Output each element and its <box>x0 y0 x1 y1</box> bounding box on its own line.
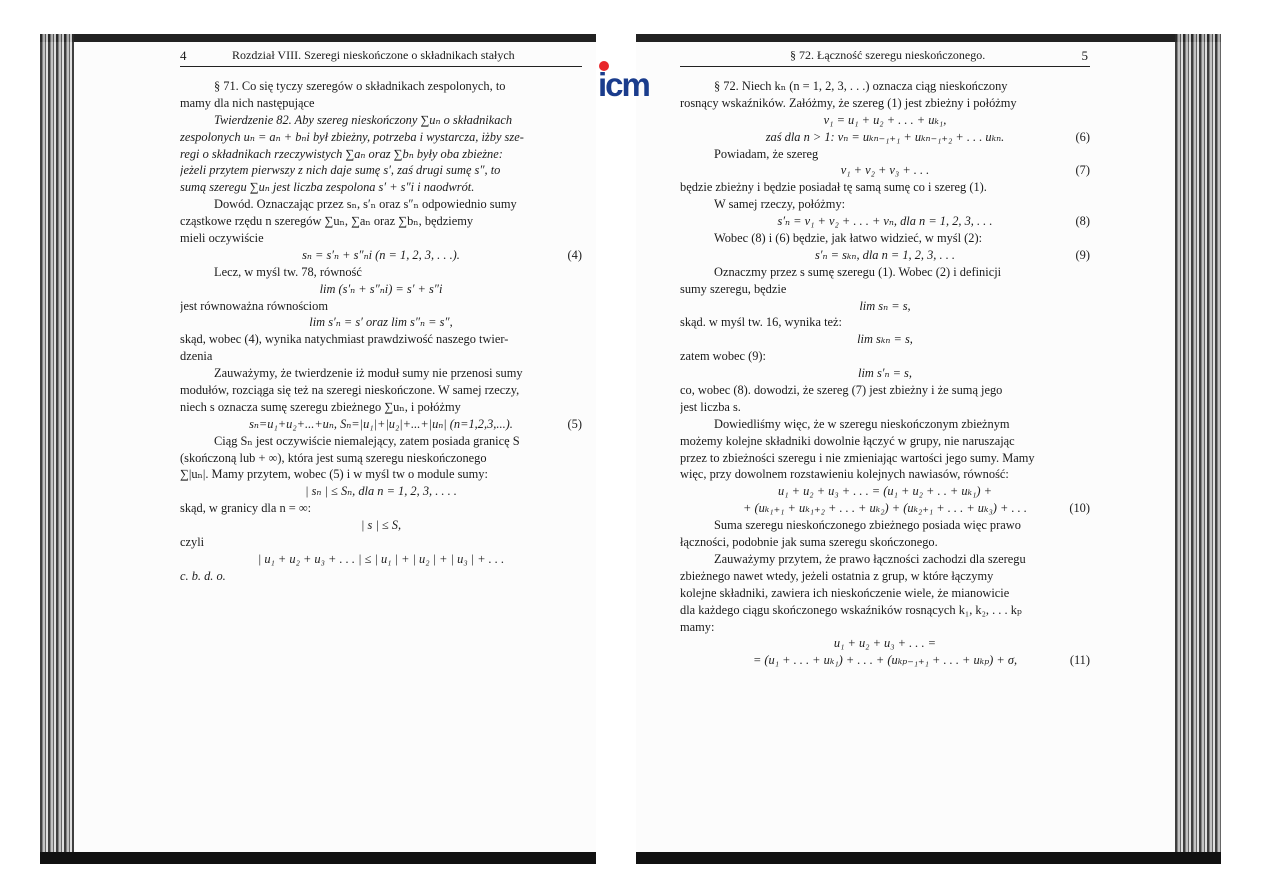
text-line <box>180 162 582 179</box>
line-text: s′ₙ = sₖₙ, dla n = 1, 2, 3, . . . <box>814 247 955 262</box>
icm-logo <box>597 60 663 100</box>
text-line <box>680 433 1090 450</box>
line-text: Suma szeregu nieskończonego zbieżnego posiada więc prawo <box>714 518 1021 533</box>
line-text: zaś dla n > 1: vₙ = uₖₙ₋₁₊₁ + uₖₙ₋₁₊₂ + . . . uₖₙ. <box>765 129 1005 144</box>
text-line <box>680 230 1090 247</box>
line-text: § 72. Niech kₙ (n = 1, 2, 3, . . .) oznacza ciąg nieskończony <box>714 79 1008 93</box>
page-number: 4 <box>180 48 187 63</box>
text-line <box>180 213 582 230</box>
line-text: jest liczba s. <box>680 399 741 414</box>
text-line <box>180 399 582 416</box>
line-text: lim (s′ₙ + s″ₙi) = s′ + s″i <box>319 281 443 296</box>
running-head-title: Rozdział VIII. Szeregi nieskończone o składnikach stałych <box>232 48 515 62</box>
line-text: u₁ + u₂ + u₃ + . . . = <box>833 636 937 651</box>
text-line <box>180 298 582 315</box>
line-text: lim sₙ = s, <box>859 298 911 313</box>
line-text: możemy kolejne składniki dowolnie łączyć w grupy, nie naruszając <box>680 433 1015 448</box>
text-line <box>180 331 582 348</box>
line-text: + (uₖ₁₊₁ + uₖ₁₊₂ + . . . + uₖ₂) + (uₖ₂₊₁ + . . . + uₖ₃) + . . . <box>743 501 1027 516</box>
right-text-column <box>680 78 1090 669</box>
text-line <box>680 348 1090 365</box>
text-line <box>680 331 1090 348</box>
line-text: (skończoną lub + ∞), która jest sumą szeregu nieskończonego <box>180 450 487 465</box>
text-line <box>180 112 582 129</box>
text-line <box>180 196 582 213</box>
left-running-head <box>180 48 582 67</box>
text-line <box>180 500 582 517</box>
text-line <box>680 196 1090 213</box>
text-line <box>180 466 582 483</box>
line-text: zatem wobec (9): <box>680 349 767 364</box>
line-text: czyli <box>180 535 205 550</box>
page-shadow-top <box>40 34 596 42</box>
line-text: regi o składnikach rzeczywistych ∑aₙ oraz ∑bₙ były oba zbieżne: <box>180 146 503 161</box>
text-line <box>180 433 582 450</box>
page-binding-edge <box>1175 34 1221 864</box>
text-line <box>180 534 582 551</box>
text-line <box>180 247 582 264</box>
text-line <box>680 483 1090 500</box>
text-line <box>180 365 582 382</box>
line-text: przez to zbieżności szeregu i nie zmieniając wartości jego sumy. Mamy <box>680 450 1035 465</box>
line-text: jest równoważna równościom <box>180 298 328 313</box>
text-line <box>180 78 582 95</box>
text-line <box>680 365 1090 382</box>
line-text: lim sₖₙ = s, <box>857 332 913 347</box>
line-text: zespolonych uₙ = aₙ + bₙi był zbieżny, potrzeba i wystarcza, iżby sze- <box>180 129 524 144</box>
text-line <box>180 568 582 585</box>
text-line <box>680 534 1090 551</box>
text-line <box>680 179 1090 196</box>
line-text: s′ₙ = v₁ + v₂ + . . . + vₙ, dla n = 1, 2, 3, . . . <box>777 214 993 229</box>
text-line <box>680 298 1090 315</box>
line-text: | u₁ + u₂ + u₃ + . . . | ≤ | u₁ | + | u₂ | + | u₃ | + . . . <box>257 551 505 566</box>
text-line <box>680 382 1090 399</box>
text-line <box>180 450 582 467</box>
text-line <box>180 483 582 500</box>
line-text: u₁ + u₂ + u₃ + . . . = (u₁ + u₂ + . . + uₖ₁) + <box>778 484 992 499</box>
text-line <box>180 129 582 146</box>
text-line <box>680 450 1090 467</box>
text-line <box>180 179 582 196</box>
logo-text: icm <box>598 66 649 100</box>
line-text: jeżeli przytem pierwszy z nich daje sumę s′, zaś drugi sumę s″, to <box>180 163 501 178</box>
text-line <box>680 635 1090 652</box>
line-text: Dowiedliśmy więc, że w szeregu nieskończonym zbieżnym <box>714 416 1010 431</box>
line-text: dzenia <box>180 349 213 364</box>
text-line <box>180 95 582 112</box>
text-line <box>680 213 1090 230</box>
line-text: mamy: <box>680 619 715 634</box>
line-text: mamy dla nich następujące <box>180 95 315 110</box>
text-line <box>680 264 1090 281</box>
line-text: sumy szeregu, będzie <box>680 281 787 296</box>
page-shadow-bottom <box>40 852 596 864</box>
text-line <box>680 500 1090 517</box>
equation-number: (4) <box>567 247 582 262</box>
line-text: rosnący wskaźników. Załóżmy, że szereg (1) jest zbieżny i połóżmy <box>680 95 1017 110</box>
equation-number: (8) <box>1075 214 1090 229</box>
line-text: lim s′ₙ = s′ oraz lim s″ₙ = s″, <box>309 315 453 330</box>
text-line <box>180 146 582 163</box>
text-line <box>680 162 1090 179</box>
text-line <box>680 247 1090 264</box>
left-text-column <box>180 78 582 585</box>
equation-number: (9) <box>1075 247 1090 262</box>
text-line <box>680 129 1090 146</box>
running-head-title: § 72. Łączność szeregu nieskończonego. <box>790 48 986 62</box>
text-line <box>680 652 1090 669</box>
text-line <box>680 281 1090 298</box>
equation-number: (10) <box>1069 501 1090 516</box>
line-text: kolejne składniki, zawiera ich nieskończenie wiele, że mianowicie <box>680 585 1010 600</box>
equation-number: (6) <box>1075 129 1090 144</box>
line-text: modułów, rozciąga się też na szeregi nieskończone. W samej rzeczy, <box>180 383 520 398</box>
line-text: Zauważymy przytem, że prawo łączności zachodzi dla szeregu <box>714 551 1026 566</box>
equation-number: (11) <box>1069 653 1090 668</box>
line-text: cząstkowe rzędu n szeregów ∑uₙ, ∑aₙ oraz ∑bₙ, będziemy <box>180 214 474 229</box>
line-text: Wobec (8) i (6) będzie, jak łatwo widzieć, w myśl (2): <box>714 231 983 246</box>
line-text: Ciąg Sₙ jest oczywiście niemalejący, zatem posiada granicę S <box>214 433 520 448</box>
text-line <box>180 551 582 568</box>
line-text: co, wobec (8). dowodzi, że szereg (7) jest zbieżny i że sumą jego <box>680 383 1003 398</box>
text-line <box>680 585 1090 602</box>
line-text: | sₙ | ≤ Sₙ, dla n = 1, 2, 3, . . . . <box>305 484 457 499</box>
text-line <box>180 230 582 247</box>
text-line <box>680 551 1090 568</box>
text-line <box>680 112 1090 129</box>
line-text: zbieżnego nawet wtedy, jeżeli ostatnia z grup, w które łączymy <box>680 568 994 583</box>
page-shadow-bottom <box>636 852 1221 864</box>
line-text: będzie zbieżny i będzie posiadał tę samą sumę co i szereg (1). <box>680 180 987 195</box>
text-line <box>180 517 582 534</box>
text-line <box>680 619 1090 636</box>
text-line <box>180 264 582 281</box>
line-text: c. b. d. o. <box>180 568 226 583</box>
line-text: niech s oznacza sumę szeregu zbieżnego ∑uₙ, i połóżmy <box>180 399 461 414</box>
equation-number: (5) <box>567 416 582 431</box>
line-text: skąd, w granicy dla n = ∞: <box>180 501 312 516</box>
line-text: skąd, wobec (4), wynika natychmiast prawdziwość naszego twier- <box>180 332 509 347</box>
line-text: | s | ≤ S, <box>360 518 402 533</box>
line-text: sₙ=u₁+u₂+...+uₙ, Sₙ=|u₁|+|u₂|+...+|uₙ| (n=1,2,3,...). <box>249 416 513 431</box>
text-line <box>680 314 1090 331</box>
text-line <box>680 517 1090 534</box>
line-text: Twierdzenie 82. Aby szereg nieskończony ∑uₙ o składnikach <box>214 112 513 127</box>
text-line <box>180 348 582 365</box>
text-line <box>180 382 582 399</box>
text-line <box>680 95 1090 112</box>
page-binding-edge <box>40 34 74 864</box>
line-text: v₁ = u₁ + u₂ + . . . + uₖ₁, <box>823 112 947 127</box>
line-text: sₙ = s′ₙ + s″ₙi (n = 1, 2, 3, . . .). <box>302 247 460 262</box>
page-shadow-top <box>636 34 1221 42</box>
text-line <box>680 78 1090 95</box>
line-text: mieli oczywiście <box>180 231 264 246</box>
right-running-head <box>680 48 1090 67</box>
line-text: Powiadam, że szereg <box>714 146 819 161</box>
line-text: v₁ + v₂ + v₃ + . . . <box>840 163 930 178</box>
text-line <box>680 466 1090 483</box>
line-text: Dowód. Oznaczając przez sₙ, s′ₙ oraz s″ₙ odpowiednio sumy <box>214 197 517 212</box>
line-text: sumą szeregu ∑uₙ jest liczba zespolona s′ + s″i i naodwrót. <box>180 180 475 195</box>
text-line <box>180 281 582 298</box>
line-text: W samej rzeczy, połóżmy: <box>714 197 846 212</box>
line-text: Oznaczmy przez s sumę szeregu (1). Wobec (2) i definicji <box>714 264 1002 279</box>
line-text: Zauważymy, że twierdzenie iż moduł sumy nie przenosi sumy <box>214 366 523 381</box>
line-text: ∑|uₙ|. Mamy przytem, wobec (5) i w myśl tw o module sumy: <box>180 467 488 482</box>
text-line <box>680 399 1090 416</box>
line-text: dla każdego ciągu skończonego wskaźników rosnących k₁, k₂, . . . kₚ <box>680 602 1022 617</box>
equation-number: (7) <box>1075 163 1090 178</box>
line-text: § 71. Co się tyczy szeregów o składnikach zespolonych, to <box>214 79 506 93</box>
text-line <box>680 602 1090 619</box>
line-text: skąd. w myśl tw. 16, wynika też: <box>680 315 842 330</box>
line-text: łączności, podobnie jak suma szeregu skończonego. <box>680 535 938 550</box>
line-text: lim s′ₙ = s, <box>858 366 912 381</box>
line-text: Lecz, w myśl tw. 78, równość <box>214 264 362 279</box>
line-text: więc, przy dowolnem rozstawieniu kolejnych nawiasów, równość: <box>680 467 1009 482</box>
text-line <box>180 314 582 331</box>
text-line <box>180 416 582 433</box>
text-line <box>680 568 1090 585</box>
page-number: 5 <box>1081 48 1088 63</box>
text-line <box>680 146 1090 163</box>
line-text: = (u₁ + . . . + uₖ₁) + . . . + (uₖₚ₋₁₊₁ + . . . + uₖₚ) + σ, <box>752 653 1018 668</box>
text-line <box>680 416 1090 433</box>
